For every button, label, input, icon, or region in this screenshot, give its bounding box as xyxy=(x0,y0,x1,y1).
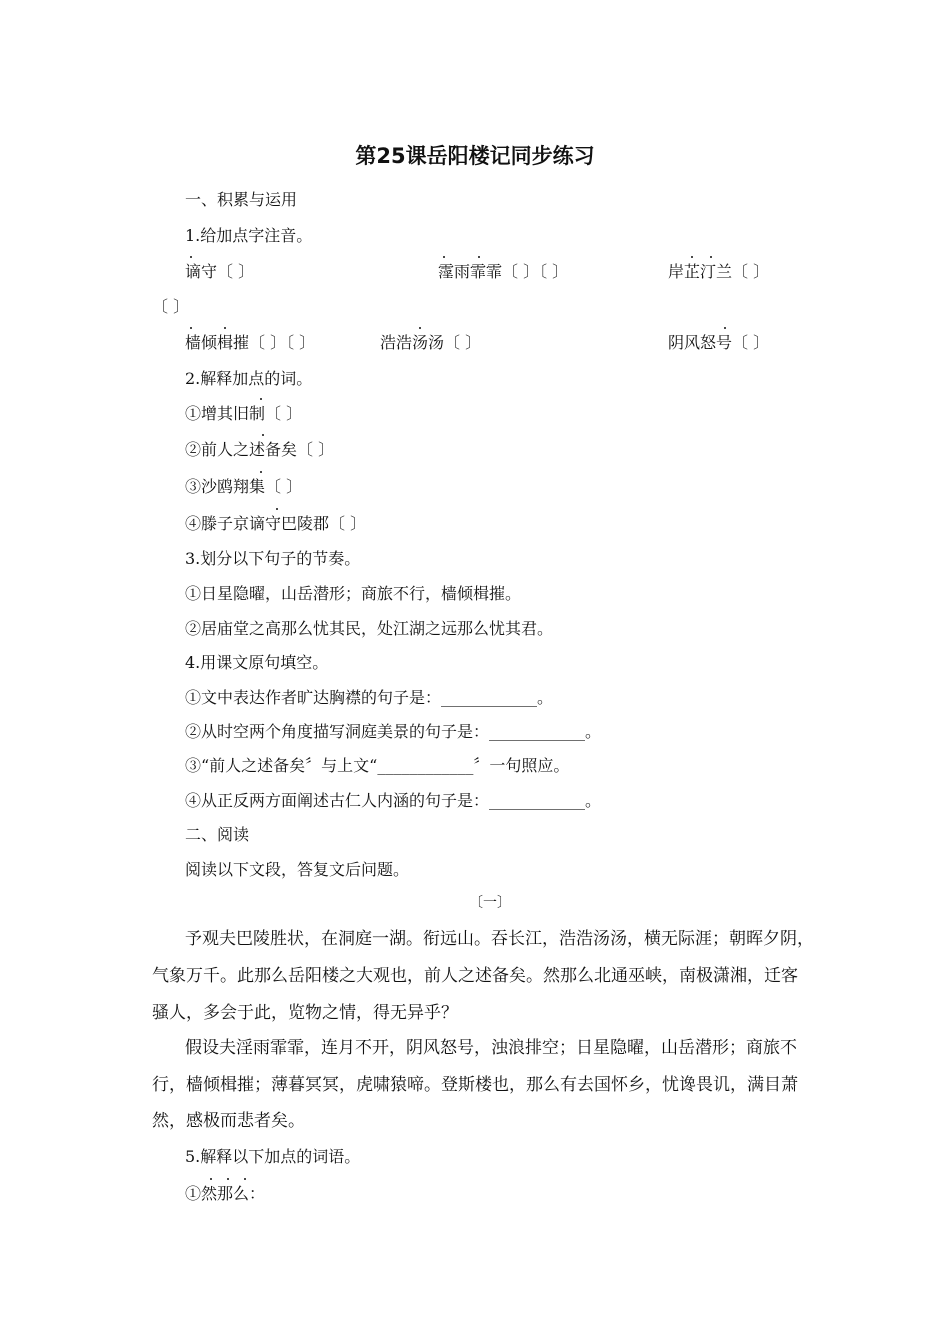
emphasis-dot xyxy=(724,327,726,329)
emphasis-dot xyxy=(419,327,421,329)
q1-item-c-continued: 〔 〕 xyxy=(152,297,190,316)
q2-item: ②前人之述备矣〔 〕 xyxy=(185,440,335,459)
q1-item-f: 阴风怒号〔 〕 xyxy=(668,333,770,352)
emphasis-dot xyxy=(262,434,264,436)
passage-label: 〔一〕 xyxy=(469,895,511,911)
passage-line: 予观夫巴陵胜状，在洞庭一湖。衔远山。吞长江，浩浩汤汤，横无际涯；朝晖夕阴， xyxy=(185,929,814,949)
question-5-prompt: 5.解释以下加点的词语。 xyxy=(185,1147,361,1166)
q3-item: ②居庙堂之高那么忧其民，处江湖之远那么忧其君。 xyxy=(185,619,554,638)
emphasis-dot xyxy=(224,327,226,329)
question-1-prompt: 1.给加点字注音。 xyxy=(185,226,313,245)
q2-item: ①增其旧制〔 〕 xyxy=(185,404,303,423)
q5-item: ①然那么： xyxy=(185,1184,266,1203)
emphasis-dot xyxy=(276,508,278,510)
emphasis-dot xyxy=(190,256,192,258)
q4-item: ④从正反两方面阐述古仁人内涵的句子是：____________。 xyxy=(185,791,602,810)
q1-item-a: 谪守〔 〕 xyxy=(185,262,255,281)
passage-line: 然，感极而悲者矣。 xyxy=(152,1111,305,1131)
q1-item-b: 霪雨霏霏〔 〕〔 〕 xyxy=(438,262,569,281)
emphasis-dot xyxy=(260,398,262,400)
q2-item: ④滕子京谪守巴陵郡〔 〕 xyxy=(185,514,367,533)
emphasis-dot xyxy=(210,1178,212,1180)
q1-item-d: 樯倾楫摧〔 〕〔 〕 xyxy=(185,333,316,352)
q1-item-e: 浩浩汤汤〔 〕 xyxy=(380,333,482,352)
passage-line: 骚人，多会于此，览物之情，得无异乎？ xyxy=(152,1003,458,1023)
emphasis-dot xyxy=(691,256,693,258)
passage-line: 气象万千。此那么岳阳楼之大观也，前人之述备矣。然那么北通巫峡，南极潇湘，迁客 xyxy=(152,966,798,986)
q1-item-c: 岸芷汀兰〔 〕 xyxy=(668,262,770,281)
emphasis-dot xyxy=(710,256,712,258)
emphasis-dot xyxy=(443,256,445,258)
question-4-prompt: 4.用课文原句填空。 xyxy=(185,653,329,672)
q2-item: ③沙鸥翔集〔 〕 xyxy=(185,477,303,496)
passage-line: 行，樯倾楫摧；薄暮冥冥，虎啸猿啼。登斯楼也，那么有去国怀乡，忧谗畏讥，满目萧 xyxy=(152,1075,798,1095)
question-3-prompt: 3.划分以下句子的节奏。 xyxy=(185,549,361,568)
page-title: 第25课岳阳楼记同步练习 xyxy=(355,144,595,168)
emphasis-dot xyxy=(260,471,262,473)
section-heading-1: 一、积累与运用 xyxy=(185,190,298,209)
emphasis-dot xyxy=(478,256,480,258)
passage-line: 假设夫淫雨霏霏，连月不开，阴风怒号，浊浪排空；日星隐曜，山岳潜形；商旅不 xyxy=(185,1038,797,1058)
question-2-prompt: 2.解释加点的词。 xyxy=(185,369,313,388)
q3-item: ①日星隐曜，山岳潜形；商旅不行，樯倾楫摧。 xyxy=(185,584,522,603)
emphasis-dot xyxy=(227,1178,229,1180)
q4-item: ①文中表达作者旷达胸襟的句子是：____________。 xyxy=(185,688,554,707)
emphasis-dot xyxy=(190,327,192,329)
q4-item: ③“前人之述备矣〞与上文“____________〞一句照应。 xyxy=(185,756,570,775)
reading-intro: 阅读以下文段，答复文后问题。 xyxy=(185,860,410,879)
q4-item: ②从时空两个角度描写洞庭美景的句子是：____________。 xyxy=(185,722,602,741)
emphasis-dot xyxy=(244,1178,246,1180)
section-heading-2: 二、阅读 xyxy=(185,825,250,844)
